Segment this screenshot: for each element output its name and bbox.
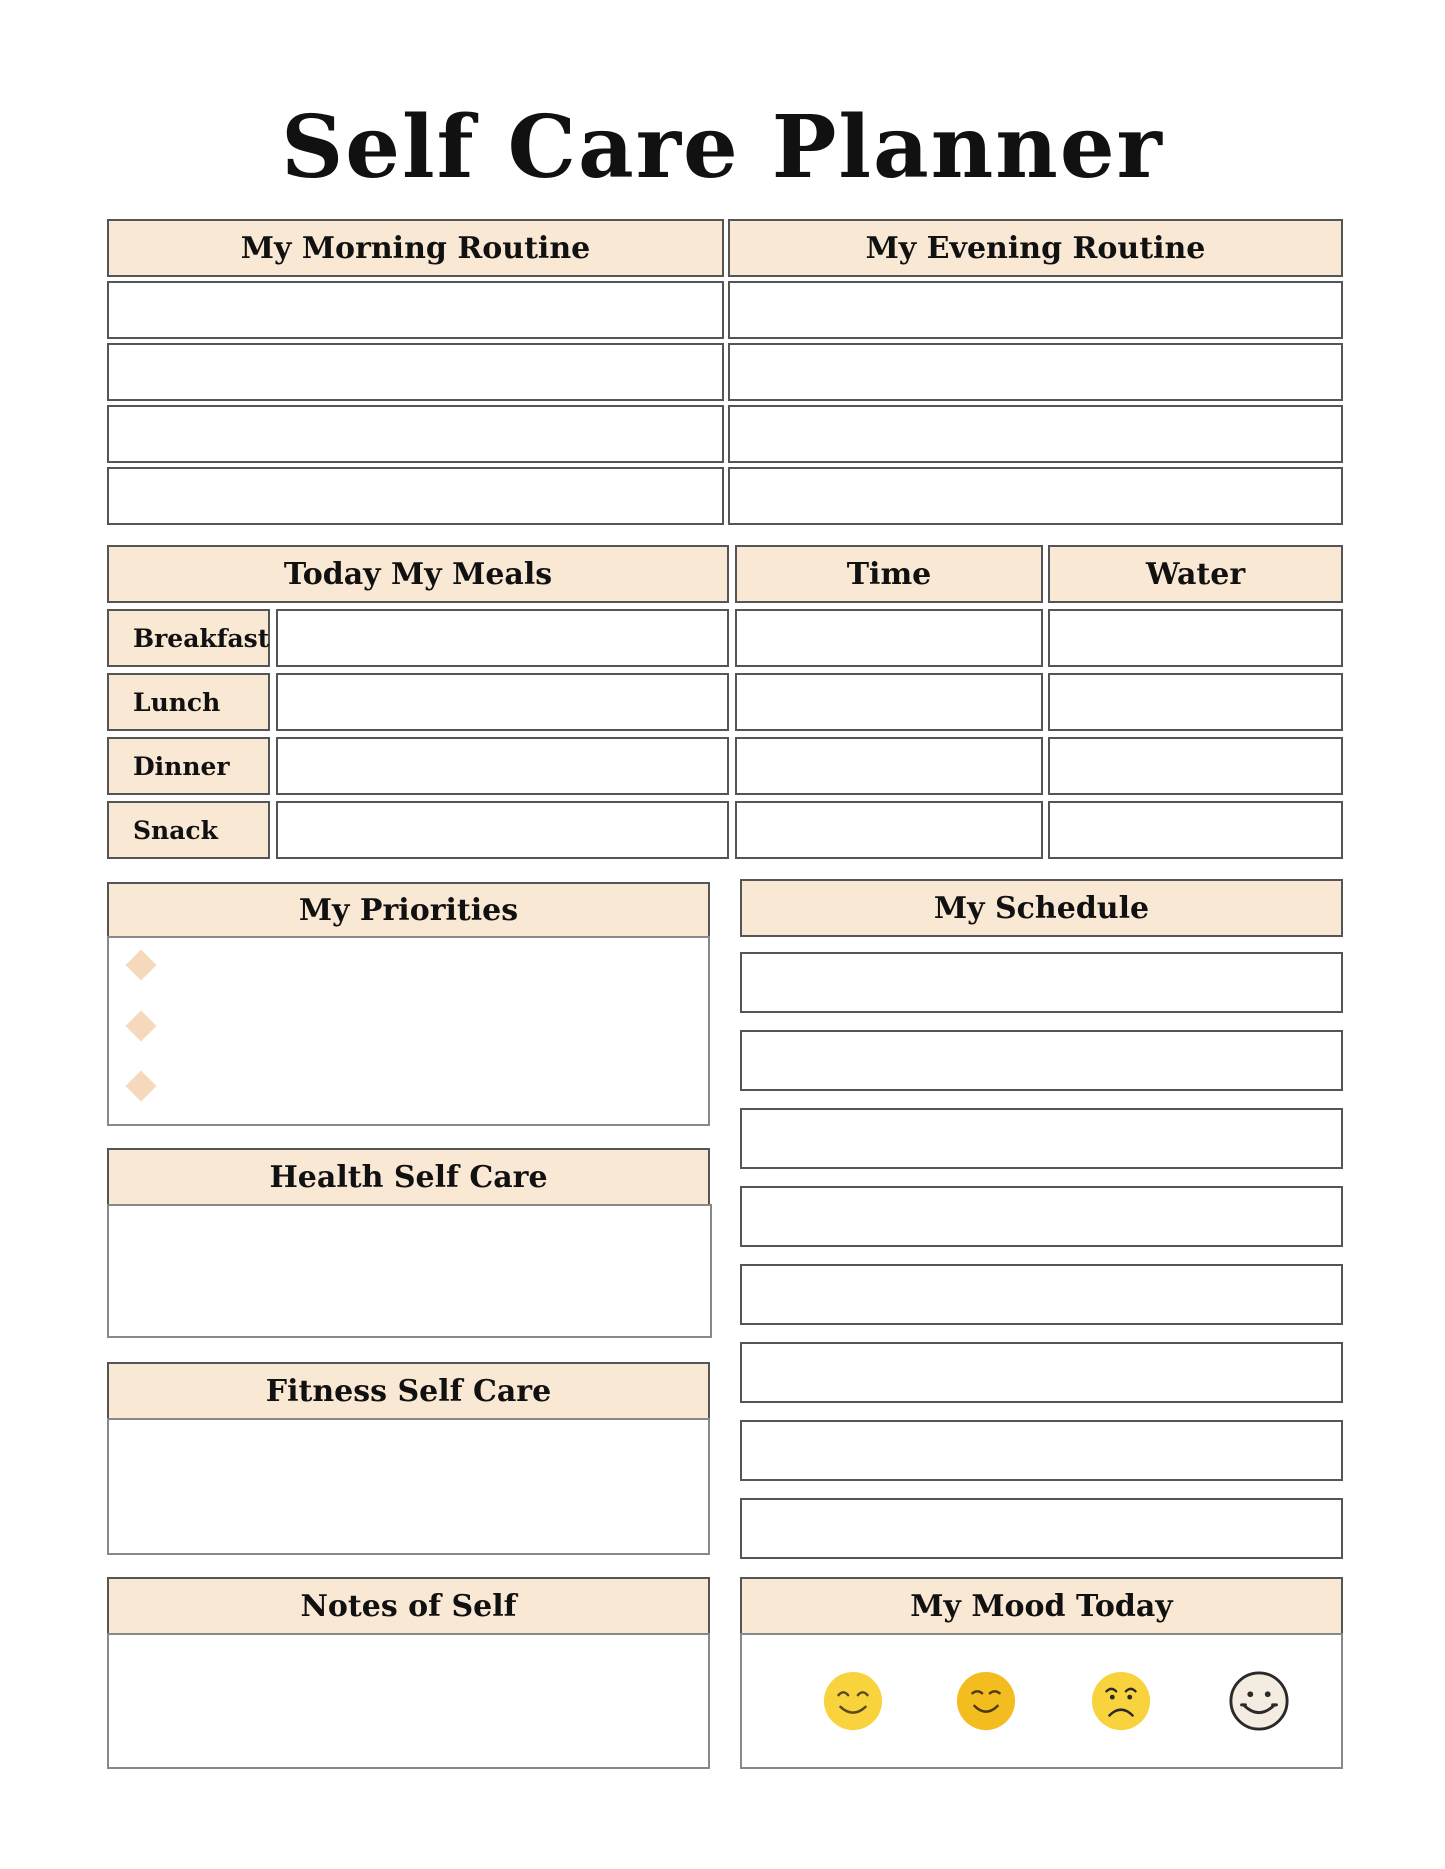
schedule-slot-5[interactable] [740, 1264, 1343, 1325]
page-title: Self Care Planner [281, 97, 1164, 198]
evening-routine-header: My Evening Routine [728, 219, 1343, 277]
happy-face-icon[interactable] [822, 1670, 884, 1732]
morning-routine-header: My Morning Routine [107, 219, 724, 277]
mood-header: My Mood Today [740, 1577, 1343, 1635]
meal-water-snack[interactable] [1048, 801, 1343, 859]
morning-routine-line-4[interactable] [107, 467, 724, 525]
morning-routine-line-1[interactable] [107, 281, 724, 339]
schedule-slot-8[interactable] [740, 1498, 1343, 1559]
meal-label-snack: Snack [107, 801, 270, 859]
evening-routine-line-3[interactable] [728, 405, 1343, 463]
schedule-slot-7[interactable] [740, 1420, 1343, 1481]
meal-label-breakfast: Breakfast [107, 609, 270, 667]
grinning-outline-face-icon[interactable] [1228, 1670, 1290, 1732]
meal-water-lunch[interactable] [1048, 673, 1343, 731]
schedule-slot-3[interactable] [740, 1108, 1343, 1169]
evening-routine-line-4[interactable] [728, 467, 1343, 525]
priorities-box[interactable] [107, 936, 710, 1126]
meal-time-dinner[interactable] [735, 737, 1043, 795]
time-header: Time [735, 545, 1043, 603]
evening-routine-line-2[interactable] [728, 343, 1343, 401]
fitness-self-care-header: Fitness Self Care [107, 1362, 710, 1420]
health-self-care-box[interactable] [107, 1204, 712, 1338]
meal-label-lunch: Lunch [107, 673, 270, 731]
meal-time-breakfast[interactable] [735, 609, 1043, 667]
meal-time-lunch[interactable] [735, 673, 1043, 731]
morning-routine-line-3[interactable] [107, 405, 724, 463]
meal-entry-lunch[interactable] [276, 673, 729, 731]
meal-label-dinner: Dinner [107, 737, 270, 795]
health-self-care-header: Health Self Care [107, 1148, 710, 1206]
meal-water-dinner[interactable] [1048, 737, 1343, 795]
meals-header: Today My Meals [107, 545, 729, 603]
fitness-self-care-box[interactable] [107, 1418, 710, 1555]
meal-entry-snack[interactable] [276, 801, 729, 859]
schedule-slot-2[interactable] [740, 1030, 1343, 1091]
meal-time-snack[interactable] [735, 801, 1043, 859]
notes-box[interactable] [107, 1633, 710, 1769]
schedule-slot-4[interactable] [740, 1186, 1343, 1247]
priorities-header: My Priorities [107, 882, 710, 938]
sad-face-icon[interactable] [1090, 1670, 1152, 1732]
smiling-face-icon[interactable] [955, 1670, 1017, 1732]
schedule-slot-6[interactable] [740, 1342, 1343, 1403]
notes-header: Notes of Self [107, 1577, 710, 1635]
meal-entry-breakfast[interactable] [276, 609, 729, 667]
schedule-header: My Schedule [740, 879, 1343, 937]
schedule-slot-1[interactable] [740, 952, 1343, 1013]
morning-routine-line-2[interactable] [107, 343, 724, 401]
meal-entry-dinner[interactable] [276, 737, 729, 795]
water-header: Water [1048, 545, 1343, 603]
meal-water-breakfast[interactable] [1048, 609, 1343, 667]
evening-routine-line-1[interactable] [728, 281, 1343, 339]
